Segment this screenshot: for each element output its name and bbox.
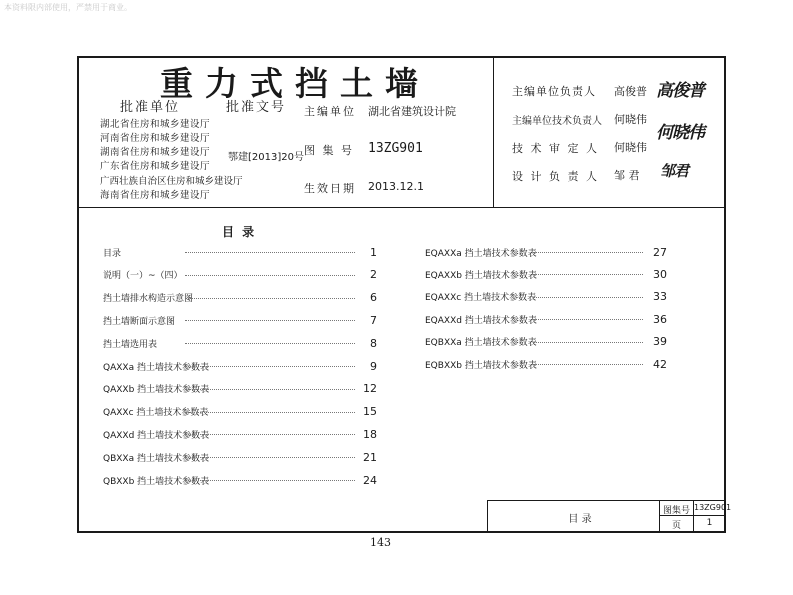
approval-doc-number: 鄂建[2013]20号 xyxy=(228,152,304,163)
toc-leader-dots xyxy=(185,297,355,299)
toc-entry xyxy=(103,268,383,282)
title-block-page-value: 1 xyxy=(706,518,713,528)
responsible-name-3: 何晓伟 xyxy=(614,141,647,154)
toc-entry-page: 42 xyxy=(653,357,667,371)
toc-entry-page: 2 xyxy=(370,268,377,282)
toc-entry xyxy=(103,382,383,396)
page-number: 143 xyxy=(370,536,391,549)
toc-leader-dots xyxy=(185,365,355,367)
toc-entry-page: 6 xyxy=(370,291,377,305)
toc-entry xyxy=(425,357,670,371)
toc-entry-title: EQAXXc 挡土墙技术参数表 xyxy=(425,293,537,304)
toc-entry-title: 挡土墙排水构造示意图 xyxy=(103,294,194,305)
toc-entry xyxy=(103,405,383,419)
toc-entry-title: QAXXd 挡土墙技术参数表 xyxy=(103,430,210,441)
title-block-atlas-value: 13ZG901 xyxy=(694,503,732,512)
toc-leader-dots xyxy=(533,273,643,275)
title-block-top-line xyxy=(487,500,725,501)
toc-entry-page: 8 xyxy=(370,336,377,350)
toc-entry-title: 目录 xyxy=(103,248,122,259)
toc-entry-title: QBXXa 挡土墙技术参数表 xyxy=(103,453,209,464)
toc-entry xyxy=(425,245,670,259)
watermark-text: 本资料限内部使用，严禁用于商业。 xyxy=(4,3,132,12)
toc-entry-title: 挡土墙选用表 xyxy=(103,339,158,350)
toc-entry-page: 7 xyxy=(370,313,377,327)
toc-entry xyxy=(425,335,670,349)
toc-entry xyxy=(103,473,383,487)
toc-entry-page: 12 xyxy=(363,382,377,396)
responsible-name-2: 何晓伟 xyxy=(614,113,647,126)
editor-unit-value: 湖北省建筑设计院 xyxy=(368,105,456,118)
responsible-role-4: 设 计 负 责 人 xyxy=(512,170,599,183)
title-block-left-line xyxy=(487,500,488,532)
approval-unit-6: 海南省住房和城乡建设厅 xyxy=(100,190,211,201)
toc-entry-page: 9 xyxy=(370,359,377,373)
responsible-role-3: 技 术 审 定 人 xyxy=(512,142,599,155)
title-block-page-label: 页 xyxy=(671,521,681,531)
toc-leader-dots xyxy=(185,251,355,253)
toc-entry-title: 说明（一）~（四） xyxy=(103,271,183,282)
toc-entry-page: 21 xyxy=(363,450,377,464)
header-divider-line xyxy=(493,57,494,207)
approval-unit-4: 广东省住房和城乡建设厅 xyxy=(100,161,211,172)
toc-entry xyxy=(103,291,383,305)
toc-entry-title: EQBXXa 挡土墙技术参数表 xyxy=(425,338,537,349)
responsible-role-2: 主编单位技术负责人 xyxy=(512,116,602,127)
toc-entry-page: 15 xyxy=(363,405,377,419)
atlas-number-label: 图 集 号 xyxy=(304,144,354,157)
signature-2: 何晓伟 xyxy=(656,123,704,143)
atlas-number-value: 13ZG901 xyxy=(368,141,423,156)
toc-entry-page: 27 xyxy=(653,245,667,259)
toc-entry-page: 33 xyxy=(653,290,667,304)
toc-leader-dots xyxy=(185,319,355,321)
toc-entry-title: EQBXXb 挡土墙技术参数表 xyxy=(425,360,537,371)
approval-unit-1: 湖北省住房和城乡建设厅 xyxy=(100,119,211,130)
toc-entry-title: QAXXb 挡土墙技术参数表 xyxy=(103,385,210,396)
toc-leader-dots xyxy=(533,318,643,320)
toc-entry-title: EQAXXd 挡土墙技术参数表 xyxy=(425,315,537,326)
toc-entry xyxy=(425,267,670,281)
toc-entry xyxy=(103,359,383,373)
page-title: 重力式挡土墙 xyxy=(160,64,430,103)
toc-leader-dots xyxy=(533,363,643,365)
toc-leader-dots xyxy=(185,479,355,481)
toc-entry-page: 18 xyxy=(363,427,377,441)
responsible-name-1: 高俊普 xyxy=(614,85,647,98)
toc-leader-dots xyxy=(533,251,643,253)
editor-unit-label: 主编单位 xyxy=(304,105,356,118)
effective-date-value: 2013.12.1 xyxy=(368,180,424,193)
toc-leader-dots xyxy=(533,341,643,343)
toc-leader-dots xyxy=(185,274,355,276)
signature-3: 邹君 xyxy=(660,162,689,180)
approval-unit-2: 河南省住房和城乡建设厅 xyxy=(100,133,211,144)
toc-entry xyxy=(103,336,383,350)
responsible-role-1: 主编单位负责人 xyxy=(512,85,596,98)
toc-entry xyxy=(103,427,383,441)
toc-leader-dots xyxy=(185,456,355,458)
toc-entry-title: QAXXc 挡土墙技术参数表 xyxy=(103,408,209,419)
toc-entry xyxy=(425,290,670,304)
approval-doc-label: 批准文号 xyxy=(226,100,287,115)
toc-leader-dots xyxy=(185,411,355,413)
toc-leader-dots xyxy=(185,388,355,390)
title-block-drawing-name: 目 录 xyxy=(568,514,592,525)
toc-entry-page: 36 xyxy=(653,312,667,326)
toc-leader-dots xyxy=(533,296,643,298)
signature-1: 高俊普 xyxy=(656,81,704,101)
title-block-atlas-label: 图集号 xyxy=(662,506,690,516)
toc-entry xyxy=(103,313,383,327)
toc-leader-dots xyxy=(185,433,355,435)
toc-heading: 目 录 xyxy=(222,225,257,239)
approval-unit-label: 批准单位 xyxy=(120,100,181,115)
toc-entry-page: 39 xyxy=(653,335,667,349)
toc-entry-page: 30 xyxy=(653,267,667,281)
toc-leader-dots xyxy=(185,342,355,344)
header-bottom-line xyxy=(78,207,725,208)
approval-unit-3: 湖南省住房和城乡建设厅 xyxy=(100,147,211,158)
toc-entry xyxy=(103,450,383,464)
toc-entry-title: 挡土墙断面示意图 xyxy=(103,316,176,327)
approval-unit-5: 广西壮族自治区住房和城乡建设厅 xyxy=(100,176,243,187)
toc-entry xyxy=(425,312,670,326)
effective-date-label: 生效日期 xyxy=(304,182,356,195)
responsible-name-4: 邹 君 xyxy=(614,169,640,182)
toc-entry-title: QAXXa 挡土墙技术参数表 xyxy=(103,362,209,373)
toc-entry-title: QBXXb 挡土墙技术参数表 xyxy=(103,476,210,487)
toc-entry xyxy=(103,245,383,259)
toc-entry-title: EQAXXb 挡土墙技术参数表 xyxy=(425,270,537,281)
toc-entry-page: 24 xyxy=(363,473,377,487)
toc-entry-page: 1 xyxy=(370,245,377,259)
toc-entry-title: EQAXXa 挡土墙技术参数表 xyxy=(425,248,537,259)
